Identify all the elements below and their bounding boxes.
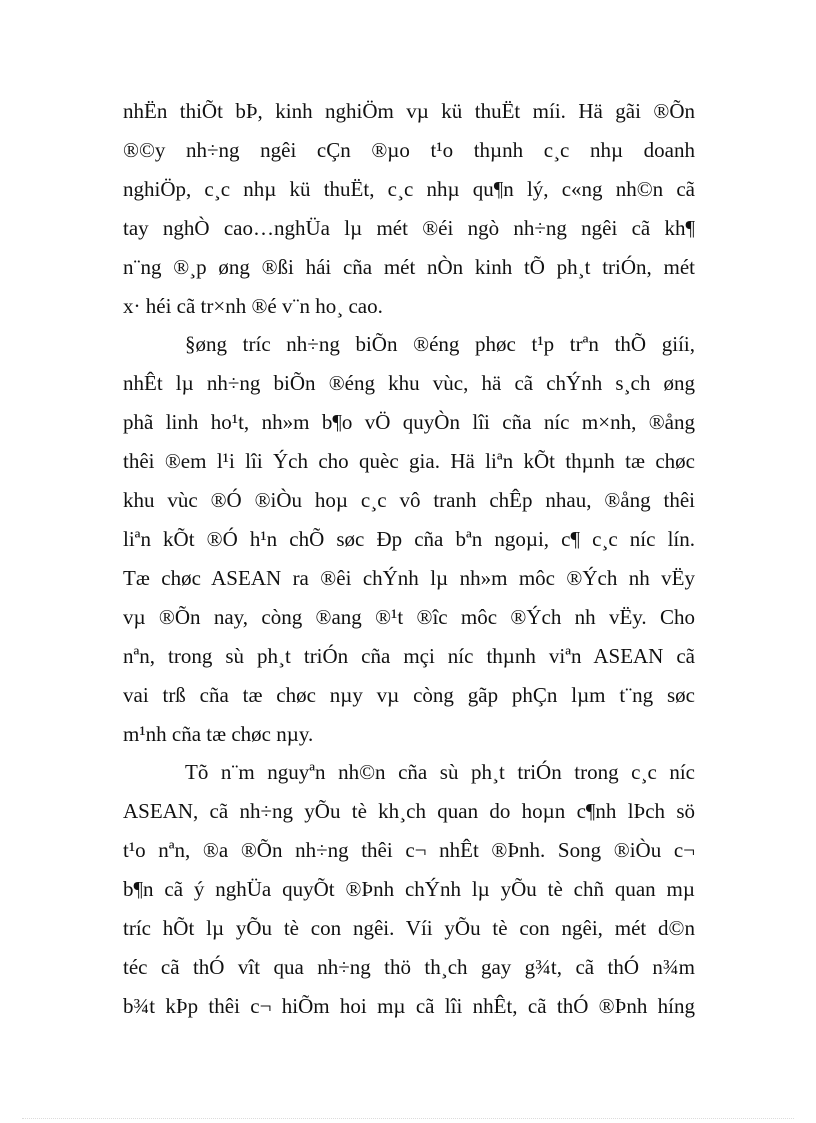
text-line: phã linh ho¹t, nh»m b¶o vÖ quyÒn lîi cña níc m×nh, ®ång [123,410,695,435]
text-line: t¹o nªn, ®a ®Õn nh÷ng thêi c¬ nhÊt ®Þnh. Song ®iÒu c¬ [123,838,695,863]
text-line: thêi ®em l¹i lîi Ých cho quèc gia. Hä liªn kÕt thµnh tæ chøc [123,449,695,474]
text-line: vµ ®Õn nay, còng ®ang ®¹t ®îc môc ®Ých nh vËy. Cho [123,604,695,629]
text-line: §øng tríc nh÷ng biÕn ®éng phøc t¹p trªn thÕ giíi, [185,332,695,357]
text-line: nghiÖp, c¸c nhµ kü thuËt, c¸c nhµ qu¶n lý, c«ng nh©n cã [123,176,695,201]
text-line: Tõ n¨m nguyªn nh©n cña sù ph¸t triÓn trong c¸c níc [185,760,695,785]
text-line: vai trß cña tæ chøc nµy vµ còng gãp phÇn lµm t¨ng søc [123,682,695,707]
text-line: ASEAN, cã nh÷ng yÕu tè kh¸ch quan do hoµn c¶nh lÞch sö [123,799,695,824]
text-line: x· héi cã tr×nh ®é v¨n ho¸ cao. [123,293,383,318]
text-line: liªn kÕt ®Ó h¹n chÕ søc Ðp cña bªn ngoµi, c¶ c¸c níc lín. [123,526,695,551]
paragraph-2 [123,325,695,753]
text-line: Tæ chøc ASEAN ra ®êi chÝnh lµ nh»m môc ®Ých nh vËy [123,565,695,590]
text-line: ®©y nh÷ng ngêi cÇn ®µo t¹o thµnh c¸c nhµ doanh [123,137,695,162]
paragraph-3 [123,753,695,1025]
text-line: téc cã thÓ vît qua nh÷ng thö th¸ch gay g¾t, cã thÓ n¾m [123,954,695,979]
text-line: tay nghÒ cao…nghÜa lµ mét ®éi ngò nh÷ng ngêi cã kh¶ [123,215,695,240]
text-line: b¾t kÞp thêi c¬ hiÕm hoi mµ cã lîi nhÊt, cã thÓ ®Þnh híng [123,993,695,1018]
paragraph-1 [123,92,695,325]
text-line: nªn, trong sù ph¸t triÓn cña mçi níc thµnh viªn ASEAN cã [123,643,695,668]
text-line: n¨ng ®¸p øng ®ßi hái cña mét nÒn kinh tÕ ph¸t triÓn, mét [123,254,695,279]
text-line: nhËn thiÕt bÞ, kinh nghiÖm vµ kü thuËt míi. Hä gãi ®Õn [123,99,695,123]
body-text [123,92,695,1026]
text-line: tríc hÕt lµ yÕu tè con ngêi. Víi yÕu tè con ngêi, mét d©n [123,916,695,941]
text-line: nhÊt lµ nh÷ng biÕn ®éng khu vùc, hä cã chÝnh s¸ch øng [123,371,695,396]
page-bottom-divider [22,1118,794,1119]
text-line: b¶n cã ý nghÜa quyÕt ®Þnh chÝnh lµ yÕu tè chñ quan mµ [123,877,695,902]
text-line: m¹nh cña tæ chøc nµy. [123,721,314,746]
text-line: khu vùc ®Ó ®iÒu hoµ c¸c vô tranh chÊp nhau, ®ång thêi [123,488,695,513]
